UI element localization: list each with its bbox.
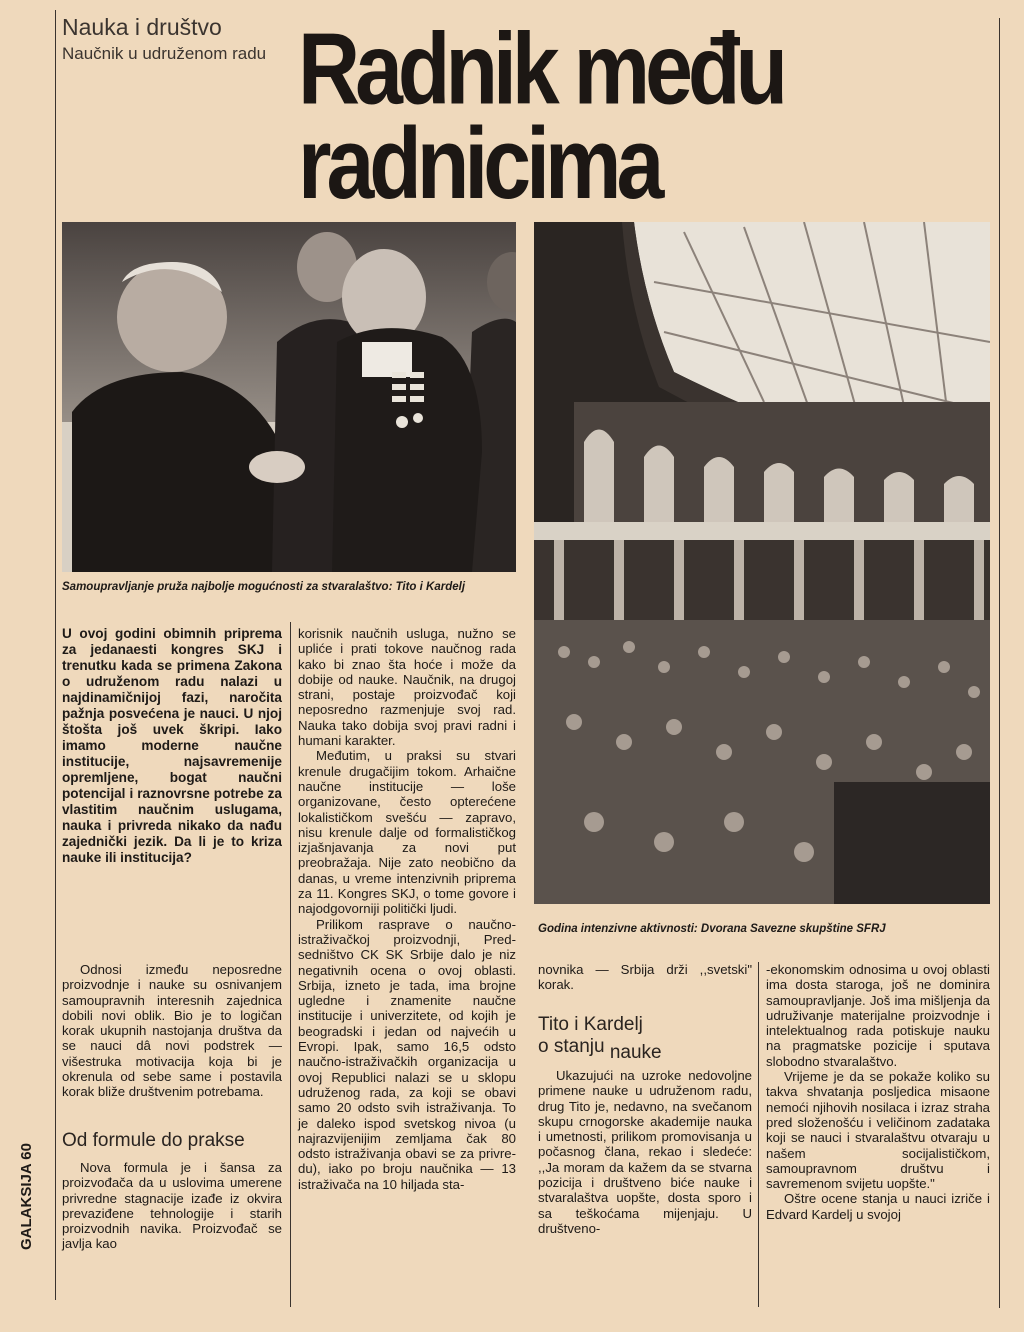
column-1-body xyxy=(62,962,282,1100)
subheading: Od formule do prakse xyxy=(62,1130,245,1151)
subheading-line-2 xyxy=(538,1036,752,1063)
photo-handshake xyxy=(62,222,516,572)
column-rule-1 xyxy=(290,622,291,1307)
paragraph: novnika — Srbija drži ,,svetski" korak. xyxy=(538,962,752,993)
page-label-text: GALAKSIJA 60 xyxy=(18,1143,35,1250)
photo-caption-left: Samoupravljanje pruža najbolje mogućnosti za stvaralaštvo: Tito i Kardelj xyxy=(62,581,466,593)
column-3-body xyxy=(538,1068,752,1236)
subheading-line-1: Tito i Kardelj xyxy=(538,1014,643,1035)
column-3-body-top xyxy=(538,962,752,993)
right-rule xyxy=(999,18,1000,1308)
column-rule-2 xyxy=(758,962,759,1307)
subheading-tito-kardelj xyxy=(538,1014,752,1063)
paragraph: korisnik naučnih usluga, nužno se upliće i prati tokove naučnog rada kako bi znao šta hoće i može da dobije od nauke. Naučnik, na drugoj strani, postaje proizvođač koji neposredno razmenjuje svoj rad. Nauka tako dobija svoj pravi radni i humani karakter. xyxy=(298,626,516,749)
section-title: Nauka i društvo xyxy=(62,14,222,40)
page-number-label xyxy=(18,1030,48,1250)
column-4-body xyxy=(766,962,990,1222)
subheading-line-2b: nauke xyxy=(609,1042,662,1063)
headline: Radnik među radnicima xyxy=(298,12,783,221)
column-2-body xyxy=(298,626,516,1192)
paragraph: Nova formula je i šansa za proizvođača da u uslovima umerene privredne stagnacije izađe iz okvira prevaziđene tehnologije i starih proizvodnih navika. Proizvođač se javlja kao xyxy=(62,1160,282,1252)
paragraph: Oštre ocene stanja u nauci izriče i Edvard Kardelj u svojoj xyxy=(766,1191,990,1222)
photo-caption-right: Godina intenzivne aktivnosti: Dvorana Savezne skupštine SFRJ xyxy=(538,923,886,935)
lead-paragraph: U ovoj godini obimnih priprema za jedanaesti kongres SKJ i trenutku kada se primena Zakona o udruženom radu nalazi u najdinamičnijoj fazi, naročita pažnja posvećena je nauci. U njoj štošta još uvek škripi. Iako imamo moderne naučne institucije, najsavremenije opremljene, bogat naučni potencijal i raznovrsne potrebe za vlastitim naučnim uslugama, nauka i privreda nikako da nađu zajednički jezik. Da li je to kriza nauke ili institucija? xyxy=(62,626,282,865)
paragraph: Odnosi između neposredne proizvodnje i nauke su osnivanjem samoupravnih interesnih zajednica dobili novi oblik. Bio je to logičan korak ukupnih nastojanja društva da se nauci dâ novi podstrek — višestruka motivacija koja bi je okrenula od sebe same i postavila korak bliže društvenim potrebama. xyxy=(62,962,282,1100)
section-subtitle: Naučnik u udruženom radu xyxy=(62,44,267,63)
paragraph: -ekonomskim odnosima u ovoj oblasti ima dosta staroga, još ne dominira samoupravljanje. Još ima mišljenja da udruživanje materijalne proizvodnje i intelektualnog rada potiskuje nauku na pragmatske pozicije i sputava slobodno stvaralaštvo. xyxy=(766,962,990,1069)
paragraph: Ukazujući na uzroke nedovoljne primene nauke u udruženom radu, drug Tito je, nedavno, na svečanom skupu crnogorske akademije nauka i umetnosti, prilikom promovisanja u počasnog člana, rekao i sledeće: ,,Ja moram da kažem da se stvarna pozicija i društveno biće nauke i stvaralaštva uopšte, dosta sporo i sa teškoćama mijenjaju. U društveno- xyxy=(538,1068,752,1236)
column-1-lead xyxy=(62,626,282,866)
column-1-body-2 xyxy=(62,1160,282,1252)
photo-assembly-hall xyxy=(534,222,990,904)
subheading-line-2a: o stanju xyxy=(538,1036,605,1057)
left-rule xyxy=(55,10,56,1300)
paragraph: Vrijeme je da se pokaže koliko su takva shvatanja posljedica misaone nemoći njihovih nosilaca i izraz straha pred složenošću i veličinom zadataka koji se nauci i stvaralaštvu otvaraju u našem socijalističkom, samoupravnom društvu i savremenom svijetu uopšte." xyxy=(766,1069,990,1192)
paragraph: Prilikom rasprave o naučno-istraživačkoj proizvodnji, Predsedništvo CK SK Srbije dalo je niz negativnih ocena o ovoj oblasti. Srbija, izneto je tada, ima brojne ugledne i znamenite naučne institucije i univerzitete, od kojih je beogradski i jedan od najvećih u Evropi. Ipak, samo 16,5 odsto naučno-istraživačkih organizacija u ovoj Republici nalazi se u sklopu udruženog rada, za koji se obavi samo 20 odsto svih istraživanja. To je daleko ispod svetskog nivoa (u najrazvijenijim zemljama čak 80 odsto istraživanja obavi se za privredu), iako po broju naučnika — 13 istraživača na 10 hiljada sta- xyxy=(298,916,516,1192)
paragraph: Međutim, u praksi su stvari krenule drugačijim tokom. Arhaične naučne institucije — loše organizovane, često opterećene lokalističkom svešću — zapravo, nisu krenule dalje od formalističkog izjašnjavanja za novi put preobražaja. Nije zato neobično da danas, u vreme intenzivnih priprema za 11. Kongres SKJ, o tome govore i najodgovorniji politički ljudi. xyxy=(298,748,516,917)
